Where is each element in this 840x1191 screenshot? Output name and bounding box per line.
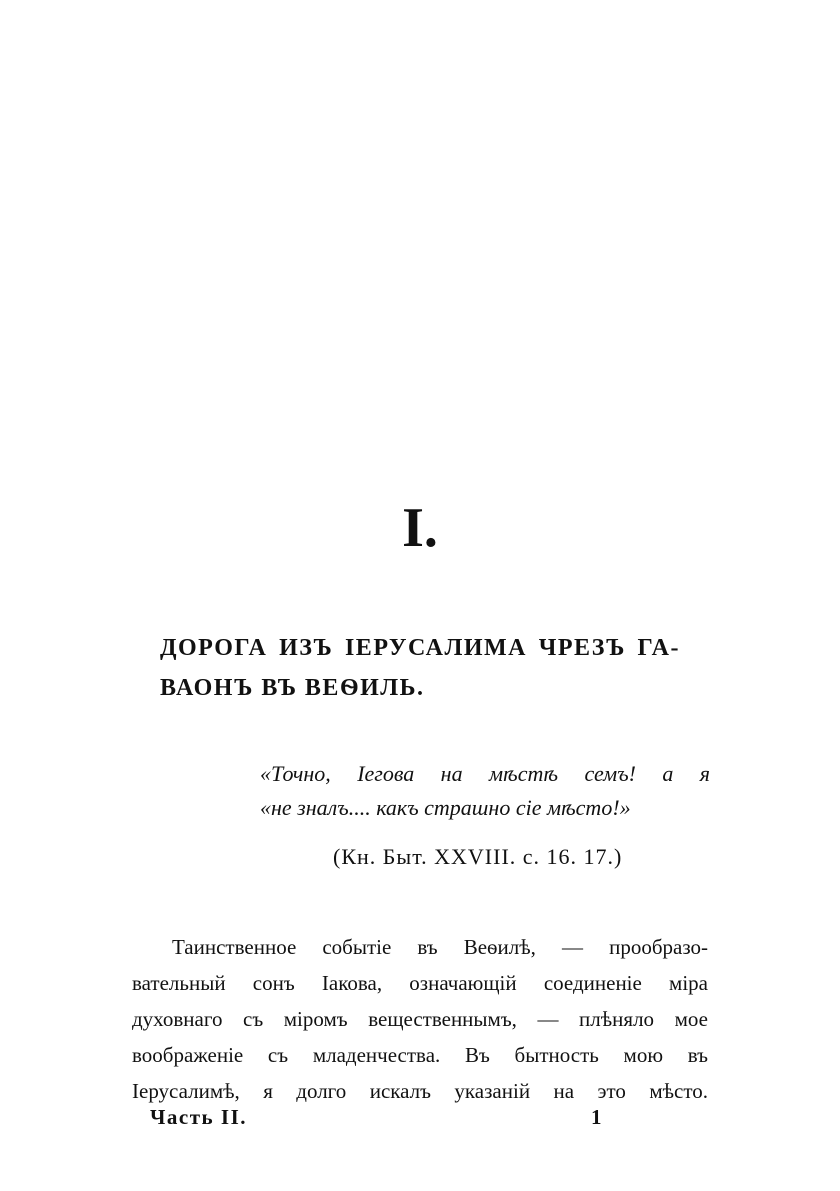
epigraph-line: «Точно, Іегова на мѣстѣ семъ! а я xyxy=(260,761,710,786)
epigraph-source: (Кн. Быт. XXVIII. с. 16. 17.) xyxy=(333,844,623,869)
body-line: Таинственное событіе въ Веѳилѣ, — прообразо- xyxy=(172,935,708,959)
chapter-title-line: ВАОНЪ ВЪ ВЕѲИЛЬ. xyxy=(160,675,425,701)
body-line: духовнаго съ міромъ вещественнымъ, — плѣняло мое xyxy=(132,1007,708,1031)
page-number: 1 xyxy=(591,1105,602,1129)
chapter-title xyxy=(160,628,680,708)
signature-mark: Часть II. xyxy=(150,1105,247,1129)
chapter-number: I. xyxy=(402,497,438,559)
chapter-title-line: ДОРОГА ИЗЪ ІЕРУСАЛИМА ЧРЕЗЪ ГА- xyxy=(160,635,680,661)
body-paragraph xyxy=(132,929,708,1109)
epigraph xyxy=(260,757,710,825)
epigraph-line: «не зналъ.... какъ страшно сіе мѣсто!» xyxy=(260,795,631,820)
body-line: Іерусалимѣ, я долго искалъ указаній на это мѣсто. xyxy=(132,1079,708,1103)
body-line: воображеніе съ младенчества. Въ бытность мою въ xyxy=(132,1043,708,1067)
body-line: вательный сонъ Іакова, означающій соединеніе міра xyxy=(132,971,708,995)
